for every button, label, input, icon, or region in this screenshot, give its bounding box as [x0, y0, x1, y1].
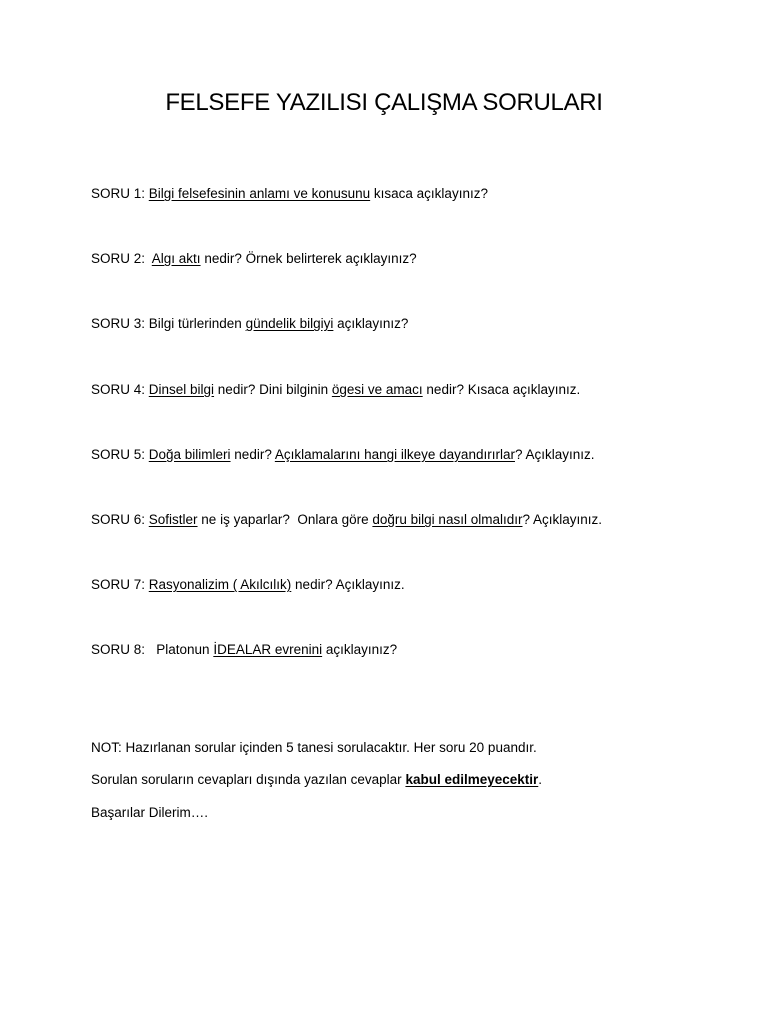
question-5-end: ? Açıklayınız. — [514, 447, 595, 462]
question-2-prefix: SORU 2: — [91, 251, 152, 266]
question-8-text: açıklayınız? — [322, 642, 398, 657]
note-line-1: NOT: Hazırlanan sorular içinden 5 tanesi sorulacaktır. Her soru 20 puandır. — [91, 740, 537, 755]
question-4-topic-2: ögesi ve amacı — [331, 382, 423, 397]
question-4-end: nedir? Kısaca açıklayınız. — [422, 382, 581, 397]
note-line-2-end: . — [538, 772, 543, 787]
question-6 — [91, 511, 602, 529]
page-title: FELSEFE YAZILISI ÇALIŞMA SORULARI — [165, 89, 603, 116]
note-line-2-text: Sorulan soruların cevapları dışında yazılan cevaplar — [91, 772, 406, 787]
question-4 — [91, 381, 580, 399]
question-3-topic: gündelik bilgiyi — [245, 316, 334, 331]
note-line-2 — [91, 771, 542, 789]
question-7-prefix: SORU 7: — [91, 577, 149, 592]
note-line-2-emphasis: kabul edilmeyecektir — [405, 772, 539, 787]
question-8-topic: İDEALAR evrenini — [213, 642, 323, 657]
question-1-topic: Bilgi felsefesinin anlamı ve konusunu — [148, 186, 371, 201]
question-8-prefix: SORU 8: Platonun — [91, 642, 214, 657]
question-4-topic: Dinsel bilgi — [148, 382, 215, 397]
question-3 — [91, 315, 408, 333]
question-1-prefix: SORU 1: — [91, 186, 149, 201]
question-3-text: açıklayınız? — [333, 316, 409, 331]
question-1-text: kısaca açıklayınız? — [370, 186, 488, 201]
question-4-prefix: SORU 4: — [91, 382, 149, 397]
question-3-prefix: SORU 3: Bilgi türlerinden — [91, 316, 246, 331]
question-7 — [91, 576, 405, 594]
question-1 — [91, 185, 488, 203]
question-4-text: nedir? Dini bilginin — [214, 382, 332, 397]
question-5 — [91, 446, 595, 464]
question-6-prefix: SORU 6: — [91, 512, 149, 527]
question-5-topic: Doğa bilimleri — [148, 447, 231, 462]
question-2 — [91, 250, 417, 268]
question-7-text: nedir? Açıklayınız. — [291, 577, 405, 592]
question-6-topic: Sofistler — [148, 512, 198, 527]
question-5-topic-2: Açıklamalarını hangi ilkeye dayandırırlar — [274, 447, 515, 462]
question-5-text: nedir? — [230, 447, 275, 462]
question-2-topic: Algı aktı — [151, 251, 201, 266]
question-2-text: nedir? Örnek belirterek açıklayınız? — [200, 251, 417, 266]
question-6-topic-2: doğru bilgi nasıl olmalıdır — [372, 512, 523, 527]
question-8 — [91, 641, 397, 659]
question-6-end: ? Açıklayınız. — [522, 512, 603, 527]
note-line-3: Başarılar Dilerim…. — [91, 805, 209, 820]
question-7-topic: Rasyonalizim ( Akılcılık) — [148, 577, 292, 592]
question-6-text: ne iş yaparlar? Onlara göre — [197, 512, 373, 527]
question-5-prefix: SORU 5: — [91, 447, 149, 462]
